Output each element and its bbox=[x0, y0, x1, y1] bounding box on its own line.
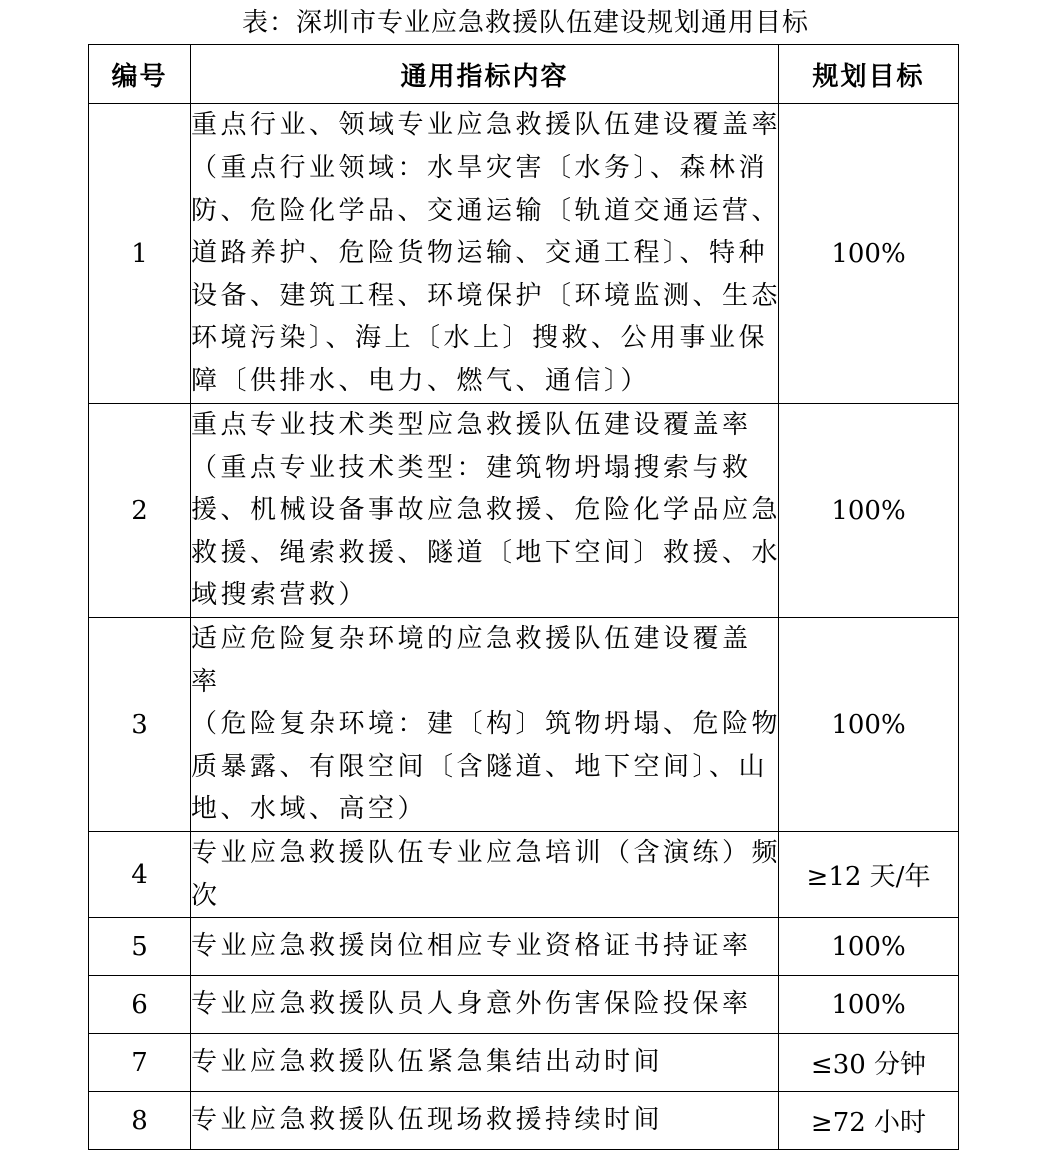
content-line: 道路养护、危险货物运输、交通工程〕、特种 bbox=[191, 238, 769, 269]
row-number: 5 bbox=[89, 918, 191, 976]
row-number: 7 bbox=[89, 1034, 191, 1092]
content-line: （重点专业技术类型：建筑物坍塌搜索与救 bbox=[191, 452, 752, 483]
header-number: 编号 bbox=[89, 45, 191, 104]
row-number: 3 bbox=[89, 618, 191, 832]
row-target: 100% bbox=[779, 976, 959, 1034]
content-line: （危险复杂环境：建〔构〕筑物坍塌、危险物 bbox=[191, 709, 782, 740]
row-target: ≥12 天/年 bbox=[779, 832, 959, 918]
row-number: 4 bbox=[89, 832, 191, 918]
content-line: 专业应急救援队员人身意外伤害保险投保率 bbox=[191, 989, 752, 1020]
content-line: （重点行业领域：水旱灾害〔水务〕、森林消 bbox=[191, 153, 769, 184]
content-line: 重点专业技术类型应急救援队伍建设覆盖率 bbox=[191, 410, 752, 441]
content-line: 环境污染〕、海上〔水上〕搜救、公用事业保 bbox=[191, 323, 769, 354]
row-content bbox=[191, 104, 782, 404]
row-target: 100% bbox=[779, 918, 959, 976]
row-number: 2 bbox=[89, 404, 191, 618]
row-content bbox=[191, 832, 782, 918]
table-row bbox=[89, 918, 959, 976]
table-row bbox=[89, 1092, 959, 1150]
table-header-row bbox=[89, 45, 959, 104]
content-line: 设备、建筑工程、环境保护〔环境监测、生态 bbox=[191, 280, 782, 311]
content-line: 次 bbox=[191, 880, 221, 911]
content-line: 域搜索营救） bbox=[191, 580, 369, 611]
row-content bbox=[191, 618, 782, 832]
table-row bbox=[89, 404, 959, 618]
content-line: 专业应急救援队伍紧急集结出动时间 bbox=[191, 1047, 664, 1078]
header-target: 规划目标 bbox=[779, 45, 959, 104]
row-number: 1 bbox=[89, 104, 191, 404]
content-line: 专业应急救援队伍专业应急培训（含演练）频 bbox=[191, 838, 782, 868]
row-content bbox=[191, 1092, 779, 1150]
row-number: 6 bbox=[89, 976, 191, 1034]
row-number: 8 bbox=[89, 1092, 191, 1150]
content-line: 防、危险化学品、交通运输〔轨道交通运营、 bbox=[191, 195, 782, 226]
row-target: ≥72 小时 bbox=[779, 1092, 959, 1150]
row-target: ≤30 分钟 bbox=[779, 1034, 959, 1092]
content-line: 专业应急救援队伍现场救援持续时间 bbox=[191, 1105, 664, 1136]
content-line: 率 bbox=[191, 666, 221, 697]
row-content bbox=[191, 918, 779, 976]
content-line: 救援、绳索救援、隧道〔地下空间〕救援、水 bbox=[191, 537, 782, 568]
row-content bbox=[191, 976, 779, 1034]
table-row bbox=[89, 104, 959, 404]
row-content bbox=[191, 1034, 779, 1092]
goals-table bbox=[88, 44, 959, 1150]
row-target: 100% bbox=[779, 404, 959, 618]
content-line: 适应危险复杂环境的应急救援队伍建设覆盖 bbox=[191, 624, 752, 655]
content-line: 援、机械设备事故应急救援、危险化学品应急 bbox=[191, 495, 782, 526]
row-target: 100% bbox=[779, 618, 959, 832]
table-row bbox=[89, 832, 959, 918]
row-content bbox=[191, 404, 782, 618]
content-line: 障〔供排水、电力、燃气、通信〕） bbox=[191, 365, 651, 396]
content-line: 专业应急救援岗位相应专业资格证书持证率 bbox=[191, 931, 752, 962]
table-row bbox=[89, 976, 959, 1034]
content-line: 重点行业、领域专业应急救援队伍建设覆盖率 bbox=[191, 110, 782, 141]
content-line: 地、水域、高空） bbox=[191, 794, 428, 825]
table-row bbox=[89, 1034, 959, 1092]
row-target: 100% bbox=[779, 104, 959, 404]
content-line: 质暴露、有限空间〔含隧道、地下空间〕、山 bbox=[191, 751, 769, 782]
table-row bbox=[89, 618, 959, 832]
table-body bbox=[89, 104, 959, 1150]
header-content: 通用指标内容 bbox=[191, 45, 779, 104]
table-caption: 表：深圳市专业应急救援队伍建设规划通用目标 bbox=[241, 8, 809, 38]
